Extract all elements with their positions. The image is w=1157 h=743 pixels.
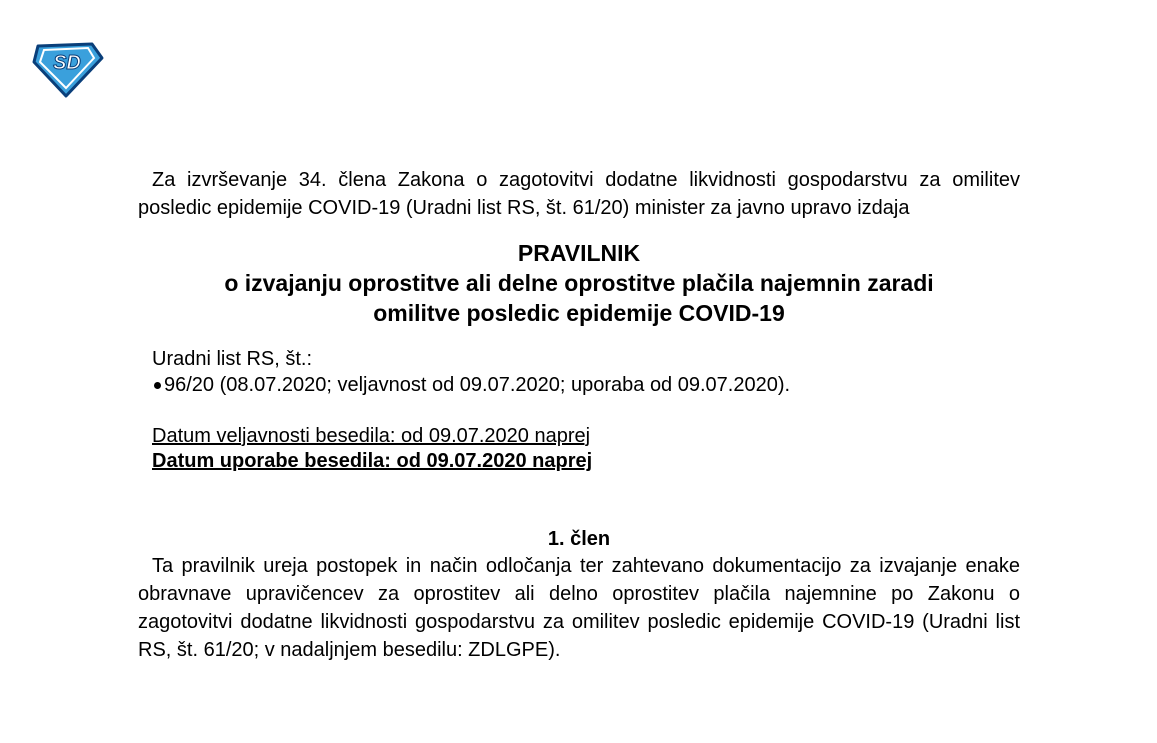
publication-item: [152, 372, 1020, 398]
applies-from-date: Datum uporabe besedila: od 09.07.2020 naprej: [152, 450, 593, 472]
article-1-text: Ta pravilnik ureja postopek in način odločanja ter zahtevano dokumentacijo za izvajanje enake obravnave upravičencev za oprostitev ali delno oprostitev plačila najemnine po Zakonu o zagotovitvi dodatne likvidnosti gospodarstvu za omilitev posledic epidemije COVID-19 (Uradni list RS, št. 61/20; v nadaljnjem besedilu: ZDLGPE).: [138, 555, 1020, 661]
sd-logo: [30, 40, 106, 100]
title-line-3: omilitve posledic epidemije COVID-19: [373, 300, 785, 326]
sd-logo-graphic: [30, 40, 106, 100]
publication-label: Uradni list RS, št.:: [152, 348, 313, 370]
title-line-2: o izvajanju oprostitve ali delne oprostitve plačila najemnin zaradi: [224, 270, 934, 296]
valid-from-date: Datum veljavnosti besedila: od 09.07.2020 naprej: [152, 425, 591, 447]
document-title: [138, 238, 1020, 328]
sd-logo-text: SD: [53, 52, 81, 74]
document-body: [138, 166, 1020, 664]
bullet-icon: [154, 382, 161, 389]
intro-paragraph: Za izvrševanje 34. člena Zakona o zagotovitvi dodatne likvidnosti gospodarstvu za omilitev posledic epidemije COVID-19 (Uradni list RS, št. 61/20) minister za javno upravo izdaja: [138, 169, 1020, 219]
validity-dates: [138, 424, 1020, 474]
publication-info: [138, 346, 1020, 398]
publication-item-text: 96/20 (08.07.2020; veljavnost od 09.07.2020; uporaba od 09.07.2020).: [164, 374, 791, 396]
article-1-heading: 1. člen: [547, 528, 611, 550]
title-line-1: PRAVILNIK: [517, 240, 641, 266]
